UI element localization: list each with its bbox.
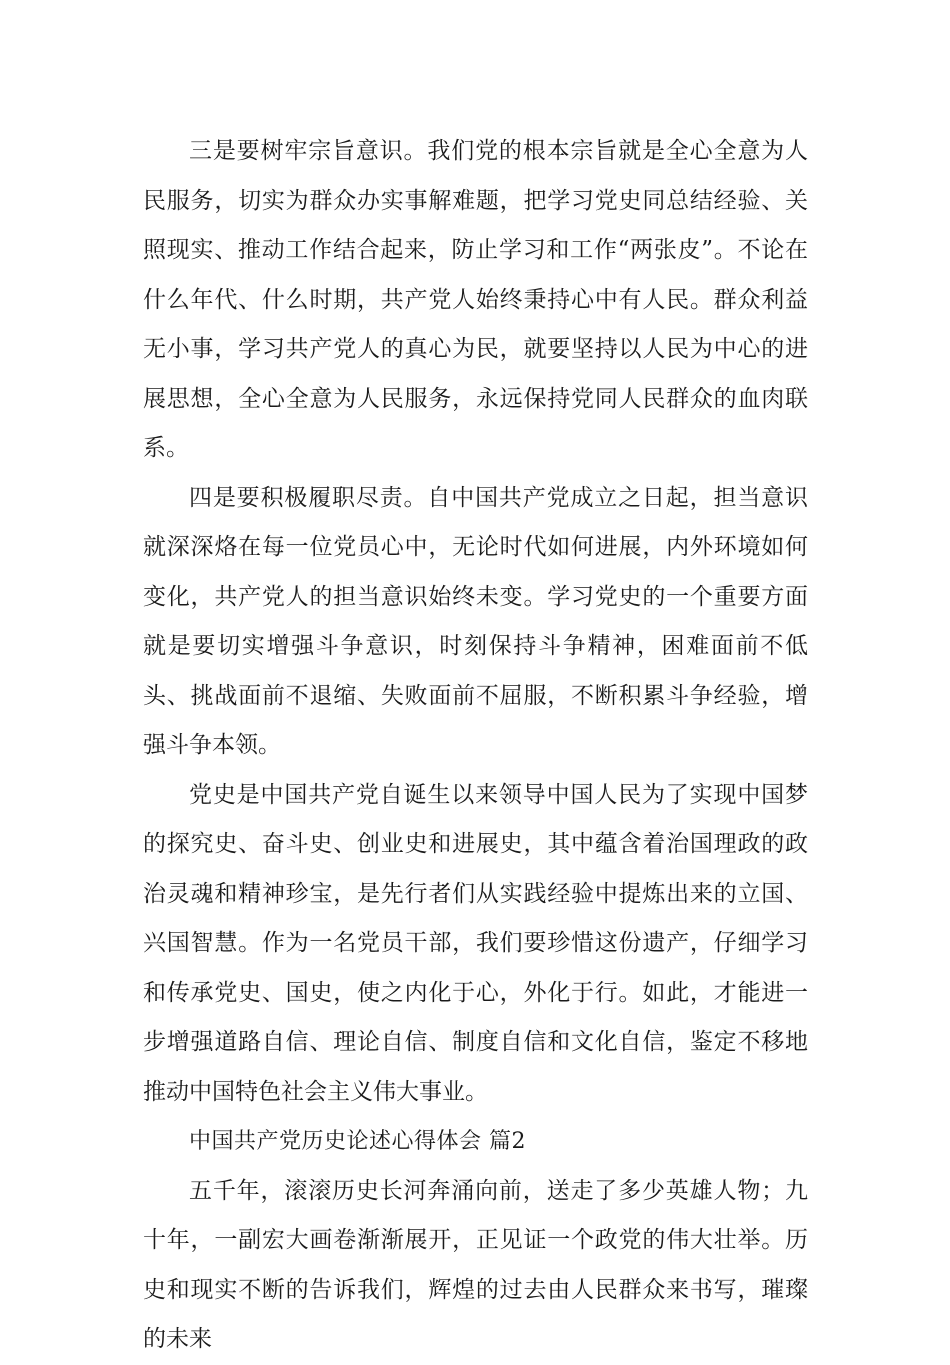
paragraph-five-thousand-years: 五千年，滚滚历史长河奔涌向前，送走了多少英雄人物；九十年，一副宏大画卷渐渐展开，正见证一个政党的伟大壮举。历史和现实不断的告诉我们，辉煌的过去由人民群众来书写，璀璨的未来	[143, 1177, 808, 1352]
document-body	[143, 127, 808, 1365]
paragraph-purpose-awareness: 三是要树牢宗旨意识。我们党的根本宗旨就是全心全意为人民服务，切实为群众办实事解难题，把学习党史同总结经验、关照现实、推动工作结合起来，防止学习和工作“两张皮”。不论在什么年代、什么时期，共产党人始终秉持心中有人民。群众利益无小事，学习共产党人的真心为民，就要坚持以人民为中心的进展思想，全心全意为人民服务，永远保持党同人民群众的血肉联系。	[143, 138, 808, 461]
paragraph-party-history: 党史是中国共产党自诞生以来领导中国人民为了实现中国梦的探究史、奋斗史、创业史和进展史，其中蕴含着治国理政的政治灵魂和精神珍宝，是先行者们从实践经验中提炼出来的立国、兴国智慧。作为一名党员干部，我们要珍惜这份遗产，仔细学习和传承党史、国史，使之内化于心，外化于行。如此，才能进一步增强道路自信、理论自信、制度自信和文化自信，鉴定不移地推动中国特色社会主义伟大事业。	[143, 781, 808, 1105]
paragraph-duty-responsibility: 四是要积极履职尽责。自中国共产党成立之日起，担当意识就深深烙在每一位党员心中，无论时代如何进展，内外环境如何变化，共产党人的担当意识始终未变。学习党史的一个重要方面就是要切实增强斗争意识，时刻保持斗争精神，困难面前不低头、挑战面前不退缩、失败面前不屈服，不断积累斗争经验，增强斗争本领。	[143, 484, 808, 758]
section-heading: 中国共产党历史论述心得体会 篇2	[189, 1129, 526, 1154]
